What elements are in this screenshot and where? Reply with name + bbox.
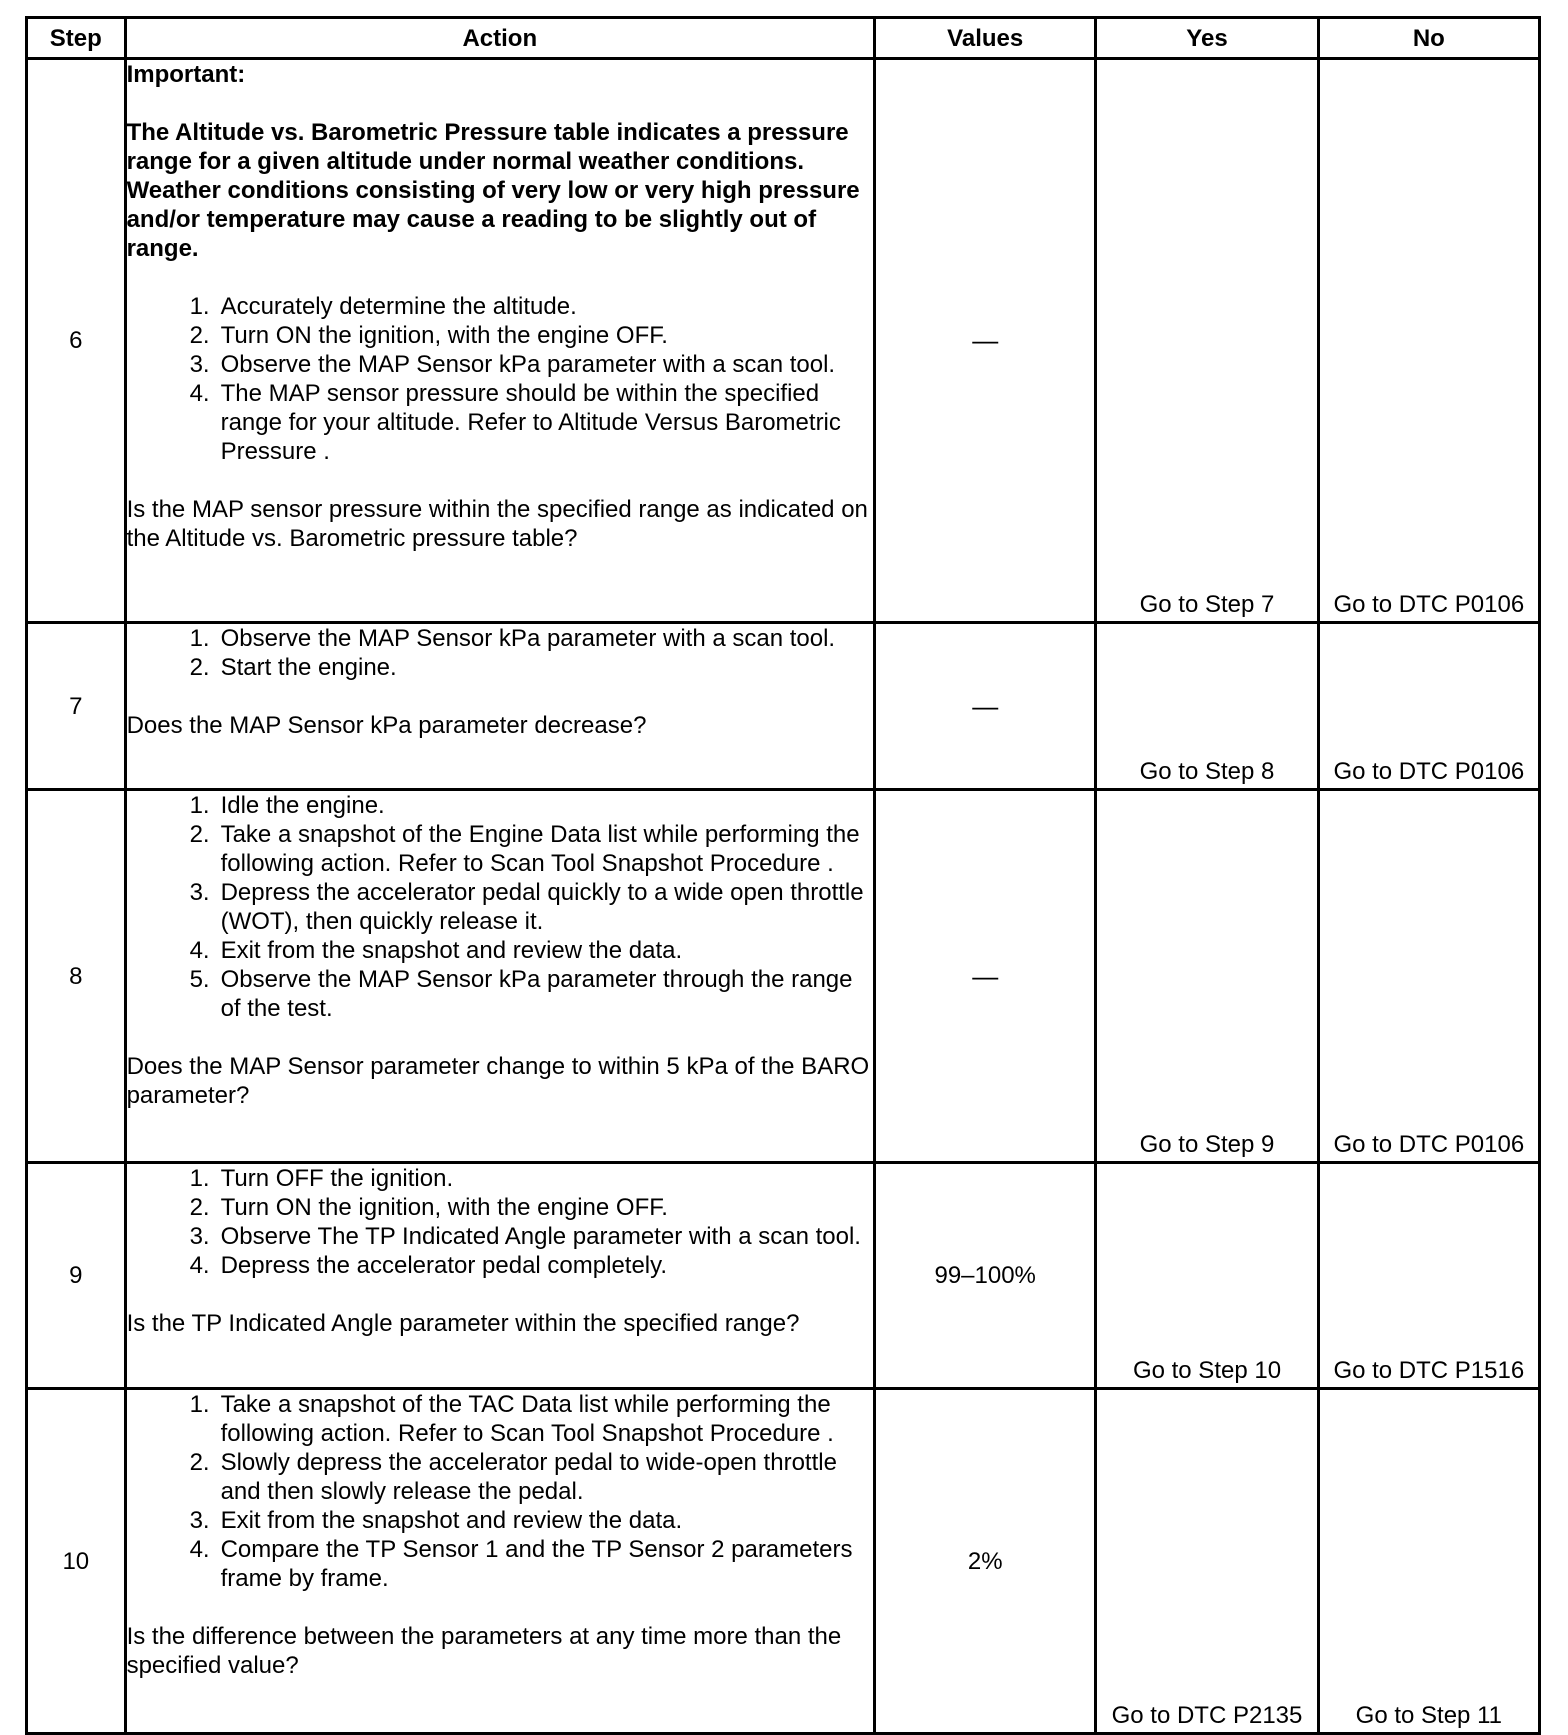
step-number: 6 — [27, 59, 126, 623]
action-cell — [125, 1162, 874, 1389]
list-item — [127, 1535, 873, 1593]
item-text: Exit from the snapshot and review the data. — [220, 937, 683, 965]
item-number: 4. — [189, 1251, 210, 1279]
item-text: Take a snapshot of the Engine Data list while performing the following action. Refer to Scan Tool Snapshot Procedure . — [220, 821, 860, 878]
no-link[interactable]: Go to DTC P0106 — [1333, 1130, 1525, 1158]
list-item — [127, 1193, 873, 1222]
yes-link[interactable]: Go to Step 9 — [1139, 1130, 1275, 1158]
item-number: 4. — [189, 1536, 210, 1564]
no-cell — [1318, 1162, 1539, 1389]
procedure-list — [127, 1164, 873, 1280]
no-link[interactable]: Go to DTC P0106 — [1333, 758, 1525, 786]
header-action: Action — [125, 18, 874, 59]
item-text: Compare the TP Sensor 1 and the TP Sensor 2 parameters frame by frame. — [220, 1536, 853, 1593]
action-cell — [125, 59, 874, 623]
question-text: Is the MAP sensor pressure within the specified range as indicated on the Altitude vs. Barometric pressure table? — [126, 496, 868, 552]
item-text: Turn OFF the ignition. — [220, 1164, 454, 1192]
no-cell — [1318, 59, 1539, 623]
yes-cell — [1096, 790, 1318, 1163]
procedure-list — [127, 624, 873, 682]
procedure-list — [127, 791, 873, 1023]
item-text: Depress the accelerator pedal completely. — [220, 1251, 668, 1279]
table-row — [27, 59, 1540, 623]
no-cell — [1318, 790, 1539, 1163]
procedure-list — [127, 292, 873, 466]
item-number: 2. — [189, 1449, 210, 1477]
item-number: 2. — [189, 821, 210, 849]
item-number: 1. — [189, 1391, 210, 1419]
item-text: Turn ON the ignition, with the engine OFF. — [220, 1193, 668, 1221]
list-item — [127, 1390, 873, 1448]
item-number: 1. — [189, 792, 210, 820]
step-number: 9 — [27, 1162, 126, 1389]
item-text: Idle the engine. — [220, 792, 385, 820]
important-label: Important: — [126, 61, 246, 88]
list-item — [127, 1251, 873, 1280]
no-link[interactable]: Go to DTC P0106 — [1333, 591, 1525, 619]
step-number: 10 — [27, 1389, 126, 1734]
list-item — [127, 878, 873, 936]
item-number: 4. — [189, 380, 210, 407]
item-number: 3. — [189, 1222, 210, 1250]
table-row — [27, 790, 1540, 1163]
item-number: 3. — [189, 1507, 210, 1535]
item-number: 2. — [189, 1193, 210, 1221]
item-text: The MAP sensor pressure should be within the specified range for your altitude. Refer to Altitude Versus Barometric Pressure . — [220, 380, 841, 465]
yes-link[interactable]: Go to Step 10 — [1132, 1357, 1282, 1385]
table-row — [27, 1162, 1540, 1389]
header-yes: Yes — [1096, 18, 1318, 59]
list-item — [127, 379, 873, 466]
list-item — [127, 1506, 873, 1535]
item-text: Observe the MAP Sensor kPa parameter through the range of the test. — [220, 966, 853, 1023]
question-text: Does the MAP Sensor parameter change to within 5 kPa of the BARO parameter? — [126, 1053, 870, 1110]
yes-cell — [1096, 623, 1318, 790]
list-item — [127, 1222, 873, 1251]
list-item — [127, 321, 873, 350]
list-item — [127, 624, 873, 653]
item-text: Observe The TP Indicated Angle parameter with a scan tool. — [220, 1222, 861, 1250]
question-text: Is the difference between the parameters at any time more than the specified value? — [126, 1623, 842, 1680]
values-cell: 99–100% — [875, 1162, 1096, 1389]
no-cell — [1318, 1389, 1539, 1734]
list-item — [127, 965, 873, 1023]
important-note: The Altitude vs. Barometric Pressure table indicates a pressure range for a given altitude under normal weather conditions. Weather conditions consisting of very low or very high pressure and/or temperature may cause a reading to be slightly out of range. — [126, 119, 860, 262]
header-no: No — [1318, 18, 1539, 59]
list-item — [127, 936, 873, 965]
item-text: Observe the MAP Sensor kPa parameter with a scan tool. — [220, 625, 836, 653]
question-text: Does the MAP Sensor kPa parameter decrease? — [126, 712, 647, 740]
item-text: Start the engine. — [220, 654, 397, 682]
table-row — [27, 623, 1540, 790]
values-cell: — — [875, 59, 1096, 623]
item-number: 4. — [189, 937, 210, 965]
item-number: 1. — [189, 625, 210, 653]
no-cell — [1318, 623, 1539, 790]
yes-cell — [1096, 1162, 1318, 1389]
header-row — [27, 18, 1540, 59]
item-number: 1. — [189, 293, 210, 320]
question-text: Is the TP Indicated Angle parameter within the specified range? — [126, 1309, 800, 1337]
item-text: Slowly depress the accelerator pedal to wide-open throttle and then slowly release the pedal. — [220, 1449, 837, 1506]
yes-link[interactable]: Go to Step 7 — [1139, 591, 1275, 619]
yes-cell — [1096, 1389, 1318, 1734]
list-item — [127, 1164, 873, 1193]
item-number: 1. — [189, 1164, 210, 1192]
values-cell: — — [875, 623, 1096, 790]
action-cell — [125, 623, 874, 790]
item-number: 3. — [189, 879, 210, 907]
list-item — [127, 653, 873, 682]
header-step: Step — [27, 18, 126, 59]
procedure-list — [127, 1390, 873, 1593]
item-number: 3. — [189, 351, 210, 378]
item-number: 5. — [189, 966, 210, 994]
no-link[interactable]: Go to Step 11 — [1355, 1702, 1502, 1729]
item-text: Observe the MAP Sensor kPa parameter with a scan tool. — [220, 351, 836, 378]
item-number: 2. — [189, 654, 210, 682]
item-text: Exit from the snapshot and review the data. — [220, 1507, 683, 1535]
yes-link[interactable]: Go to Step 8 — [1139, 758, 1275, 786]
step-number: 7 — [27, 623, 126, 790]
list-item — [127, 1448, 873, 1506]
step-number: 8 — [27, 790, 126, 1163]
yes-link[interactable]: Go to DTC P2135 — [1111, 1702, 1303, 1729]
diagnostic-table — [25, 16, 1541, 1735]
no-link[interactable]: Go to DTC P1516 — [1333, 1357, 1525, 1385]
header-values: Values — [875, 18, 1096, 59]
list-item — [127, 820, 873, 878]
item-number: 2. — [189, 322, 210, 349]
item-text: Accurately determine the altitude. — [220, 293, 577, 320]
action-cell — [125, 1389, 874, 1734]
values-cell: — — [875, 790, 1096, 1163]
list-item — [127, 350, 873, 379]
values-cell: 2% — [875, 1389, 1096, 1734]
item-text: Take a snapshot of the TAC Data list while performing the following action. Refer to Scan Tool Snapshot Procedure . — [220, 1391, 834, 1448]
yes-cell — [1096, 59, 1318, 623]
list-item — [127, 292, 873, 321]
item-text: Turn ON the ignition, with the engine OFF. — [220, 322, 668, 349]
action-cell — [125, 790, 874, 1163]
table-row — [27, 1389, 1540, 1734]
list-item — [127, 791, 873, 820]
item-text: Depress the accelerator pedal quickly to a wide open throttle (WOT), then quickly release it. — [220, 879, 864, 936]
